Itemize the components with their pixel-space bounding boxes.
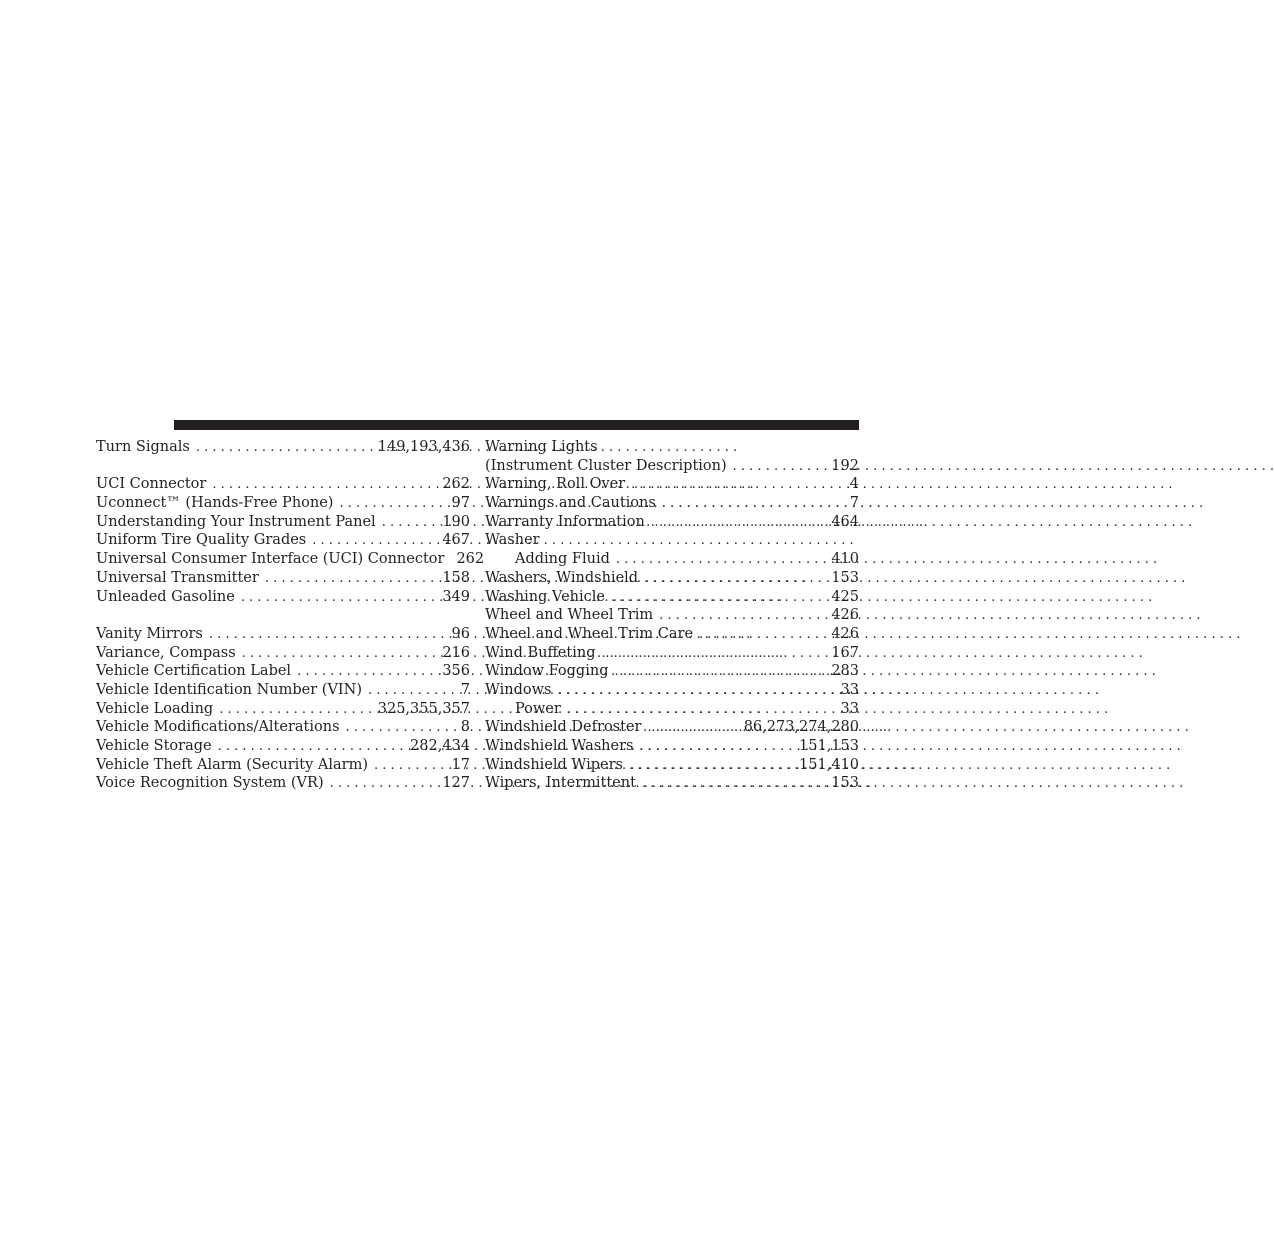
index-term: Warnings and Cautions [485, 495, 656, 512]
index-entry [96, 756, 470, 775]
index-page-numbers: 262 [442, 476, 470, 493]
index-page-numbers: 216 [442, 644, 470, 661]
index-page-numbers: 464 [831, 513, 859, 530]
index-entry [485, 644, 859, 663]
index-page-numbers: 349 [442, 588, 470, 605]
index-column-right [485, 438, 859, 793]
dot-leader [312, 532, 436, 551]
index-entry [485, 569, 859, 588]
index-term: Universal Consumer Interface (UCI) Connector [96, 551, 445, 568]
index-term: Wipers, Intermittent [485, 775, 636, 792]
index-entry [485, 606, 859, 625]
dot-leader [209, 626, 446, 645]
index-page-numbers: 410 [831, 551, 859, 568]
index-term: Wind Buffeting [485, 644, 596, 661]
index-term: Warranty Information [485, 513, 645, 530]
index-entry [485, 531, 859, 550]
dot-leader [330, 775, 437, 794]
dot-leader [629, 757, 793, 776]
index-entry [485, 475, 859, 494]
index-term: Voice Recognition System (VR) [96, 775, 324, 792]
dot-leader [639, 738, 793, 757]
index-term: Windshield Washers [485, 738, 634, 754]
index-entry [96, 438, 470, 457]
dot-leader [631, 476, 844, 495]
index-page-numbers: 282,434 [410, 738, 470, 754]
index-term: Washers, Windshield [485, 569, 639, 586]
index-page-numbers: 33 [840, 681, 859, 698]
dot-leader [196, 439, 372, 458]
index-entry [485, 457, 859, 476]
dot-leader [601, 645, 825, 664]
index-term: Wheel and Wheel Trim [485, 607, 654, 624]
index-term: Windshield Wipers [485, 756, 623, 773]
index-term: Uniform Tire Quality Grades [96, 532, 307, 549]
index-entry [485, 550, 859, 569]
index-entry [485, 494, 859, 513]
index-term: Unleaded Gasoline [96, 588, 235, 605]
index-page-numbers: 151,410 [799, 756, 859, 773]
section-spacer [96, 606, 470, 625]
index-term: Window Fogging [485, 663, 609, 680]
dot-leader [339, 495, 445, 514]
index-term: Vehicle Loading [96, 700, 214, 717]
dot-leader [297, 663, 436, 682]
dot-leader [219, 701, 372, 720]
dot-leader [368, 682, 455, 701]
index-entry [485, 737, 859, 756]
index-page-numbers: 467 [442, 532, 470, 549]
index-term: UCI Connector [96, 476, 207, 493]
index-page-numbers: 8 [460, 719, 470, 736]
index-term: Uconnect™ (Hands-Free Phone) [96, 495, 334, 512]
section-spacer [96, 457, 470, 476]
index-page-numbers: 151,153 [799, 738, 859, 754]
dot-leader [616, 551, 825, 570]
index-entry [96, 718, 470, 737]
index-entry [485, 662, 859, 681]
index-entry [96, 569, 470, 588]
index-entry [96, 644, 470, 663]
index-entry [485, 513, 859, 532]
dot-leader [733, 458, 826, 477]
index-term: Vehicle Storage [96, 738, 212, 754]
dot-leader [567, 701, 835, 720]
index-entry [96, 737, 470, 756]
index-term: Wheel and Wheel Trim Care [485, 625, 694, 642]
index-entry [485, 718, 859, 737]
index-term: Vehicle Modifications/Alterations [96, 719, 340, 736]
dot-leader [558, 682, 835, 701]
index-entry [96, 700, 470, 719]
index-entry [96, 475, 470, 494]
index-term: Washer [485, 532, 540, 549]
index-page-numbers: 356 [442, 663, 470, 680]
index-page-numbers: 97 [451, 495, 470, 512]
index-page-numbers: 7 [460, 681, 470, 698]
index-term: Windows [485, 681, 552, 698]
dot-leader [242, 645, 437, 664]
dot-leader [647, 719, 737, 738]
index-page-numbers: 426 [831, 607, 859, 624]
index-page-numbers: 283 [831, 663, 859, 680]
index-page-numbers: 158 [442, 569, 470, 586]
index-entry [96, 625, 470, 644]
index-term: Understanding Your Instrument Panel [96, 513, 376, 530]
index-column-left [96, 438, 485, 793]
index-term: Warning, Roll Over [485, 476, 626, 493]
index-term: Vehicle Identification Number (VIN) [96, 681, 362, 698]
index-page-numbers: 425 [831, 588, 859, 605]
dot-leader [614, 663, 825, 682]
dot-leader [611, 589, 825, 608]
index-page-numbers: 17 [451, 756, 470, 773]
index-term: Power [515, 700, 561, 717]
index-entry [485, 438, 859, 457]
dot-leader [212, 476, 436, 495]
index-page-numbers: 190 [442, 513, 470, 530]
dot-leader [218, 738, 404, 757]
dot-leader [374, 757, 446, 776]
dot-leader [699, 626, 825, 645]
index-term: Vehicle Certification Label [96, 663, 292, 680]
index-entry [96, 681, 470, 700]
index-term: Vehicle Theft Alarm (Security Alarm) [96, 756, 369, 773]
dot-leader [382, 514, 437, 533]
index-term: Universal Transmitter [96, 569, 259, 586]
index-page-numbers: 167 [831, 644, 859, 661]
dot-leader [659, 607, 825, 626]
index-term: Turn Signals [96, 439, 190, 455]
index-term: Adding Fluid [515, 551, 610, 568]
index-term: Windshield Defroster [485, 719, 642, 736]
index-term: Washing Vehicle [485, 588, 605, 605]
index-entry [485, 774, 859, 793]
index-page-numbers: 192 [831, 457, 859, 474]
index-page-numbers: 7 [849, 495, 859, 512]
index-entry [485, 700, 859, 719]
dot-leader [642, 775, 825, 794]
index-term: (Instrument Cluster Description) [485, 457, 727, 474]
index-entry [96, 550, 485, 569]
index-page-numbers: 153 [831, 775, 859, 792]
index-page-numbers: 4 [849, 476, 859, 493]
index-entry [485, 756, 859, 775]
index-term: Warning Lights [485, 439, 598, 455]
index-term: Variance, Compass [96, 644, 236, 661]
dot-leader [644, 570, 825, 589]
index-entry [485, 625, 859, 644]
index-entry [485, 681, 859, 700]
index-page-numbers: 127 [442, 775, 470, 792]
index-entry [96, 774, 470, 793]
index-page-numbers: 426 [831, 625, 859, 642]
index-page-numbers: 96 [451, 625, 470, 642]
index-page-numbers: 86,273,274,280 [743, 719, 859, 736]
header-rule [174, 420, 859, 430]
dot-leader [662, 495, 844, 514]
index-page-numbers: 149,193,436 [377, 439, 470, 455]
index-entry [96, 531, 470, 550]
index-entry [96, 494, 470, 513]
index-page-numbers: 33 [840, 700, 859, 717]
dot-leader [346, 719, 455, 738]
index-entry [96, 588, 470, 607]
index-page-numbers: 262 [456, 551, 485, 568]
dot-leader [651, 514, 826, 533]
index-page-numbers: 325,355,357 [377, 700, 470, 717]
index-page-numbers: 153 [831, 569, 859, 586]
index-entry [96, 662, 470, 681]
index-term: Vanity Mirrors [96, 625, 203, 642]
dot-leader [265, 570, 436, 589]
dot-leader [241, 589, 437, 608]
index-entry [96, 513, 470, 532]
index-entry [485, 588, 859, 607]
